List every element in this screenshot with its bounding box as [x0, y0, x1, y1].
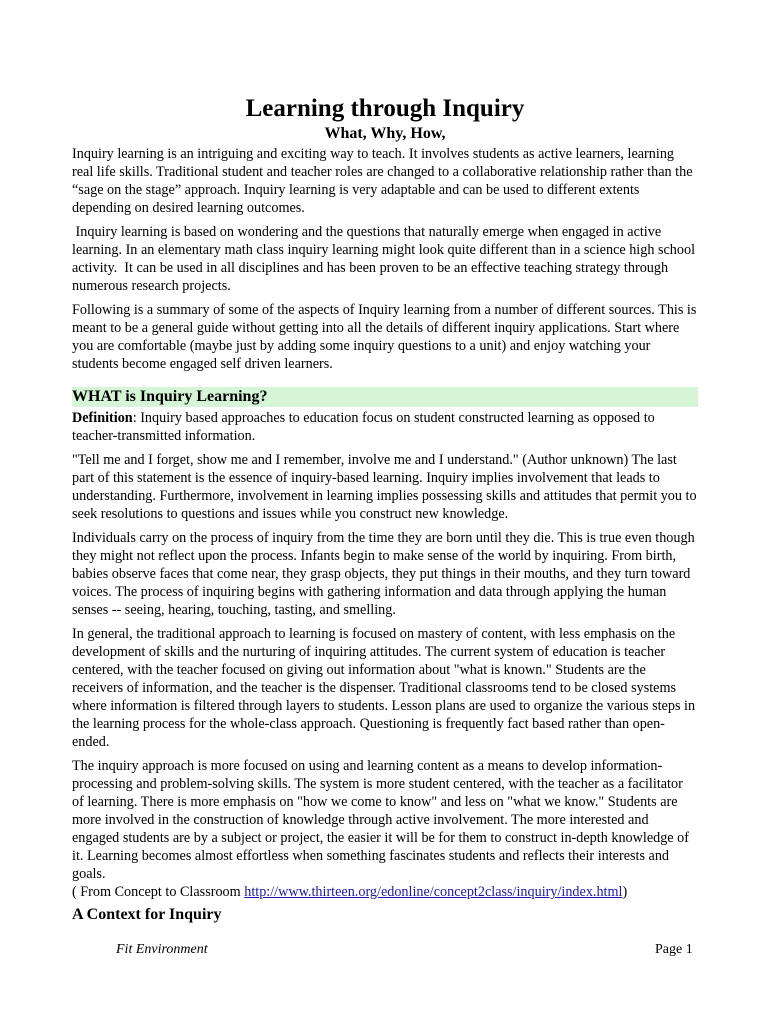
page-title: Learning through Inquiry — [245, 95, 525, 122]
body-paragraph-4-text: The inquiry approach is more focused on using and learning content as a means to develop information-processing and problem-solving skills. The system is more student centered, with the teacher as a facilitator of learning. There is more emphasis on "how we come to know" and less on "what we know." Students are more involved in the construction of knowledge through active involvement. The more interested and engaged students are by a subject or project, the easier it will be for them to construct in-depth knowledge of it. Learning becomes almost effortless when something fascinates students and reflects their interests and goals. — [72, 758, 689, 882]
citation-suffix: ) — [622, 884, 628, 900]
body-paragraph-3: In general, the traditional approach to learning is focused on mastery of content, with less emphasis on the development of skills and the nurturing of inquiring attitudes. The current system of education is teacher centered, with the teacher focused on giving out information about "what is known." Students are the receivers of information, and the teacher is the dispenser. Traditional classrooms tend to be closed systems where information is filtered through layers to students. Lesson plans are used to organize the various steps in the learning process for the whole-class approach. Questioning is frequently fact based rather than open-ended. — [72, 626, 696, 750]
subheading-context: A Context for Inquiry — [72, 906, 222, 923]
intro-paragraph-3: Following is a summary of some of the aspects of Inquiry learning from a number of different sources. This is meant to be a general guide without getting into all the details of different inquiry applications. Start where you are comfortable (maybe just by adding some inquiry questions to a unit) and enjoy watching your students become engaged self driven learners. — [72, 302, 697, 372]
footer-page-number: Page 1 — [655, 942, 693, 957]
body-paragraph-1: "Tell me and I forget, show me and I remember, involve me and I understand." (Author unknown) The last part of this statement is the essence of inquiry-based learning. Inquiry implies involvement that leads to understanding. Furthermore, involvement in learning implies possessing skills and attitudes that permit you to seek resolutions to questions and issues while you construct new knowledge. — [72, 452, 697, 522]
body-paragraph-4 — [72, 757, 698, 901]
definition-label: Definition — [72, 410, 133, 426]
citation-link[interactable]: http://www.thirteen.org/edonline/concept2class/inquiry/index.html — [244, 884, 623, 900]
definition-paragraph — [72, 409, 698, 445]
footer-left: Fit Environment — [116, 942, 208, 957]
intro-paragraph-1: Inquiry learning is an intriguing and exciting way to teach. It involves students as active learners, learning real life skills. Traditional student and teacher roles are changed to a collaborative relationship rather than the “sage on the stage” approach. Inquiry learning is very adaptable and can be used to different extents depending on desired learning outcomes. — [72, 146, 693, 216]
page-subtitle: What, Why, How, — [324, 125, 446, 142]
definition-text: : Inquiry based approaches to education focus on student constructed learning as opposed to teacher-transmitted information. — [72, 410, 655, 444]
section-heading-what: WHAT is Inquiry Learning? — [72, 387, 698, 407]
document-page — [72, 94, 698, 925]
intro-paragraph-2: Inquiry learning is based on wondering and the questions that naturally emerge when engaged in active learning. In an elementary math class inquiry learning might look quite different than in a science high school activity. It can be used in all disciplines and has been proven to be an effective teaching strategy through numerous research projects. — [72, 224, 699, 294]
citation-prefix: ( From Concept to Classroom — [72, 884, 245, 900]
body-paragraph-2: Individuals carry on the process of inquiry from the time they are born until they die. This is true even though they might not reflect upon the process. Infants begin to make sense of the world by inquiring. From birth, babies observe faces that come near, they grasp objects, they put things in their mouths, and they turn toward voices. The process of inquiring begins with gathering information and data through applying the human senses -- seeing, hearing, touching, tasting, and smelling. — [72, 530, 695, 618]
